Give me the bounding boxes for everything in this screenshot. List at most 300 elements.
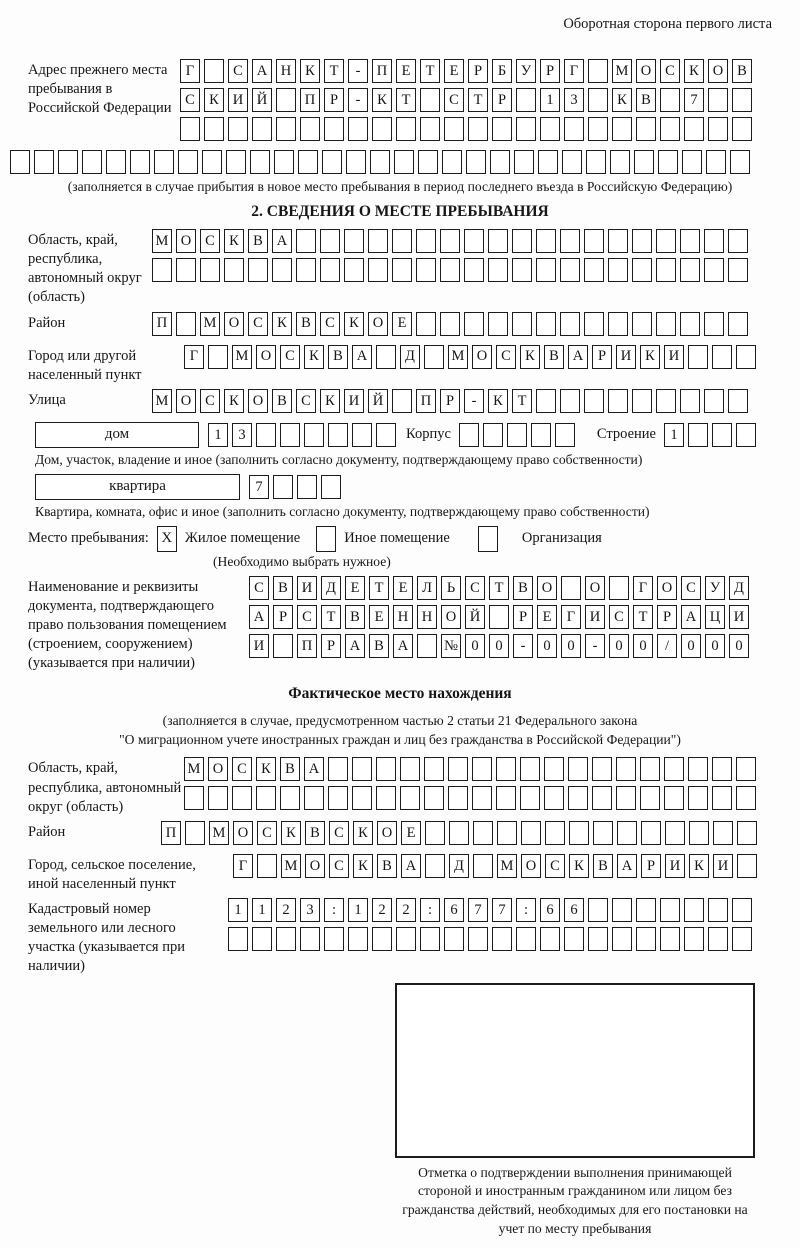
char-cell[interactable] (459, 423, 479, 447)
char-cell[interactable] (560, 229, 580, 253)
char-cell[interactable]: 0 (633, 634, 653, 658)
char-cell[interactable]: К (353, 821, 373, 845)
char-cell[interactable] (561, 576, 581, 600)
char-cell[interactable]: М (209, 821, 229, 845)
char-cell[interactable] (588, 88, 608, 112)
char-cell[interactable]: - (464, 389, 484, 413)
char-cell[interactable] (425, 821, 445, 845)
char-cell[interactable] (322, 150, 342, 174)
char-cell[interactable] (472, 757, 492, 781)
char-cell[interactable] (660, 898, 680, 922)
char-cell[interactable] (376, 423, 396, 447)
char-cell[interactable] (704, 229, 724, 253)
char-cell[interactable] (328, 423, 348, 447)
char-cell[interactable] (272, 258, 292, 282)
char-cell[interactable] (608, 258, 628, 282)
char-cell[interactable]: Е (369, 605, 389, 629)
char-cell[interactable]: В (369, 634, 389, 658)
char-cell[interactable]: Д (729, 576, 749, 600)
char-cell[interactable] (664, 786, 684, 810)
char-cell[interactable] (664, 757, 684, 781)
char-cell[interactable] (713, 821, 733, 845)
char-cell[interactable]: О (708, 59, 728, 83)
char-cell[interactable]: К (520, 345, 540, 369)
char-cell[interactable]: В (593, 854, 613, 878)
char-cell[interactable] (372, 927, 392, 951)
char-cell[interactable] (352, 423, 372, 447)
char-cell[interactable]: М (200, 312, 220, 336)
char-cell[interactable]: У (516, 59, 536, 83)
char-cell[interactable] (448, 757, 468, 781)
char-cell[interactable]: И (713, 854, 733, 878)
char-cell[interactable] (300, 927, 320, 951)
char-cell[interactable]: П (300, 88, 320, 112)
char-cell[interactable] (344, 229, 364, 253)
char-cell[interactable] (472, 786, 492, 810)
char-cell[interactable] (562, 150, 582, 174)
char-cell[interactable] (10, 150, 30, 174)
char-cell[interactable] (592, 757, 612, 781)
char-cell[interactable] (204, 59, 224, 83)
char-cell[interactable] (732, 927, 752, 951)
char-cell[interactable]: А (401, 854, 421, 878)
organizatsiya-checkbox[interactable] (478, 526, 498, 552)
char-cell[interactable] (708, 117, 728, 141)
char-cell[interactable]: Г (564, 59, 584, 83)
char-cell[interactable] (372, 117, 392, 141)
char-cell[interactable]: П (297, 634, 317, 658)
char-cell[interactable] (736, 786, 756, 810)
char-cell[interactable]: Е (393, 576, 413, 600)
char-cell[interactable] (497, 821, 517, 845)
char-cell[interactable]: Р (321, 634, 341, 658)
char-cell[interactable] (280, 786, 300, 810)
char-cell[interactable] (296, 229, 316, 253)
char-cell[interactable] (540, 117, 560, 141)
char-cell[interactable]: А (681, 605, 701, 629)
char-cell[interactable] (592, 786, 612, 810)
char-cell[interactable] (396, 117, 416, 141)
char-cell[interactable] (616, 757, 636, 781)
char-cell[interactable]: В (272, 389, 292, 413)
char-cell[interactable] (273, 475, 293, 499)
char-cell[interactable] (348, 117, 368, 141)
char-cell[interactable]: С (297, 605, 317, 629)
char-cell[interactable] (425, 854, 445, 878)
char-cell[interactable]: О (176, 229, 196, 253)
char-cell[interactable]: : (420, 898, 440, 922)
char-cell[interactable] (732, 117, 752, 141)
char-cell[interactable] (185, 821, 205, 845)
char-cell[interactable]: П (161, 821, 181, 845)
char-cell[interactable]: 0 (729, 634, 749, 658)
char-cell[interactable]: К (272, 312, 292, 336)
char-cell[interactable]: Е (396, 59, 416, 83)
char-cell[interactable] (608, 312, 628, 336)
char-cell[interactable] (584, 229, 604, 253)
char-cell[interactable] (688, 786, 708, 810)
char-cell[interactable] (656, 389, 676, 413)
char-cell[interactable]: И (665, 854, 685, 878)
char-cell[interactable] (180, 117, 200, 141)
char-cell[interactable] (224, 258, 244, 282)
char-cell[interactable]: М (281, 854, 301, 878)
char-cell[interactable]: Р (641, 854, 661, 878)
char-cell[interactable]: Т (512, 389, 532, 413)
char-cell[interactable] (420, 117, 440, 141)
char-cell[interactable]: Р (492, 88, 512, 112)
char-cell[interactable]: М (152, 389, 172, 413)
char-cell[interactable] (632, 258, 652, 282)
char-cell[interactable]: - (348, 59, 368, 83)
char-cell[interactable]: П (152, 312, 172, 336)
char-cell[interactable] (492, 117, 512, 141)
char-cell[interactable] (276, 117, 296, 141)
char-cell[interactable] (712, 423, 732, 447)
char-cell[interactable]: К (569, 854, 589, 878)
char-cell[interactable] (400, 786, 420, 810)
char-cell[interactable] (232, 786, 252, 810)
char-cell[interactable] (376, 757, 396, 781)
char-cell[interactable]: Е (392, 312, 412, 336)
char-cell[interactable] (490, 150, 510, 174)
char-cell[interactable] (516, 927, 536, 951)
char-cell[interactable] (400, 757, 420, 781)
char-cell[interactable] (684, 117, 704, 141)
char-cell[interactable] (473, 854, 493, 878)
char-cell[interactable] (248, 258, 268, 282)
inoe-checkbox[interactable] (316, 526, 336, 552)
char-cell[interactable]: О (537, 576, 557, 600)
char-cell[interactable]: 1 (228, 898, 248, 922)
char-cell[interactable] (416, 312, 436, 336)
char-cell[interactable] (280, 423, 300, 447)
char-cell[interactable] (560, 389, 580, 413)
char-cell[interactable]: О (224, 312, 244, 336)
char-cell[interactable]: В (296, 312, 316, 336)
char-cell[interactable]: С (609, 605, 629, 629)
char-cell[interactable]: 6 (444, 898, 464, 922)
char-cell[interactable] (568, 757, 588, 781)
char-cell[interactable]: М (232, 345, 252, 369)
char-cell[interactable] (736, 345, 756, 369)
char-cell[interactable] (586, 150, 606, 174)
char-cell[interactable] (732, 88, 752, 112)
char-cell[interactable] (545, 821, 565, 845)
char-cell[interactable] (656, 258, 676, 282)
char-cell[interactable] (704, 258, 724, 282)
char-cell[interactable] (328, 786, 348, 810)
char-cell[interactable]: И (228, 88, 248, 112)
char-cell[interactable]: / (657, 634, 677, 658)
char-cell[interactable]: Т (489, 576, 509, 600)
char-cell[interactable] (712, 786, 732, 810)
char-cell[interactable] (737, 854, 757, 878)
char-cell[interactable]: Г (561, 605, 581, 629)
char-cell[interactable]: С (280, 345, 300, 369)
char-cell[interactable]: С (228, 59, 248, 83)
char-cell[interactable]: 2 (276, 898, 296, 922)
char-cell[interactable] (612, 898, 632, 922)
char-cell[interactable]: В (328, 345, 348, 369)
char-cell[interactable] (483, 423, 503, 447)
char-cell[interactable] (444, 117, 464, 141)
char-cell[interactable]: Т (633, 605, 653, 629)
char-cell[interactable] (256, 423, 276, 447)
char-cell[interactable] (130, 150, 150, 174)
char-cell[interactable] (352, 757, 372, 781)
char-cell[interactable]: К (281, 821, 301, 845)
char-cell[interactable] (712, 757, 732, 781)
char-cell[interactable] (82, 150, 102, 174)
char-cell[interactable]: М (152, 229, 172, 253)
char-cell[interactable] (560, 312, 580, 336)
char-cell[interactable]: А (352, 345, 372, 369)
char-cell[interactable] (538, 150, 558, 174)
char-cell[interactable]: К (353, 854, 373, 878)
char-cell[interactable]: Е (444, 59, 464, 83)
char-cell[interactable] (466, 150, 486, 174)
char-cell[interactable]: Р (592, 345, 612, 369)
char-cell[interactable] (544, 757, 564, 781)
char-cell[interactable] (569, 821, 589, 845)
char-cell[interactable] (728, 389, 748, 413)
char-cell[interactable]: 0 (609, 634, 629, 658)
char-cell[interactable] (396, 927, 416, 951)
char-cell[interactable]: И (729, 605, 749, 629)
char-cell[interactable]: О (521, 854, 541, 878)
char-cell[interactable] (468, 927, 488, 951)
char-cell[interactable] (257, 854, 277, 878)
char-cell[interactable] (640, 786, 660, 810)
char-cell[interactable]: С (320, 312, 340, 336)
char-cell[interactable]: С (248, 312, 268, 336)
char-cell[interactable] (468, 117, 488, 141)
char-cell[interactable] (392, 389, 412, 413)
char-cell[interactable] (304, 786, 324, 810)
char-cell[interactable] (442, 150, 462, 174)
char-cell[interactable] (658, 150, 678, 174)
char-cell[interactable] (464, 258, 484, 282)
char-cell[interactable] (680, 258, 700, 282)
char-cell[interactable]: А (249, 605, 269, 629)
char-cell[interactable] (737, 821, 757, 845)
char-cell[interactable] (274, 150, 294, 174)
char-cell[interactable]: 6 (564, 898, 584, 922)
char-cell[interactable]: Н (417, 605, 437, 629)
char-cell[interactable]: Р (324, 88, 344, 112)
char-cell[interactable] (176, 312, 196, 336)
char-cell[interactable]: И (344, 389, 364, 413)
char-cell[interactable]: О (441, 605, 461, 629)
char-cell[interactable]: Р (440, 389, 460, 413)
char-cell[interactable] (708, 927, 728, 951)
char-cell[interactable] (660, 117, 680, 141)
char-cell[interactable] (512, 312, 532, 336)
char-cell[interactable] (612, 117, 632, 141)
char-cell[interactable]: Г (633, 576, 653, 600)
char-cell[interactable] (617, 821, 637, 845)
char-cell[interactable] (273, 634, 293, 658)
char-cell[interactable]: А (252, 59, 272, 83)
char-cell[interactable] (297, 475, 317, 499)
char-cell[interactable]: Б (492, 59, 512, 83)
char-cell[interactable]: Н (276, 59, 296, 83)
char-cell[interactable]: Д (449, 854, 469, 878)
char-cell[interactable]: О (472, 345, 492, 369)
char-cell[interactable] (376, 345, 396, 369)
char-cell[interactable]: В (248, 229, 268, 253)
char-cell[interactable] (392, 258, 412, 282)
char-cell[interactable]: Т (468, 88, 488, 112)
char-cell[interactable]: О (368, 312, 388, 336)
char-cell[interactable]: 0 (537, 634, 557, 658)
char-cell[interactable] (344, 258, 364, 282)
char-cell[interactable] (634, 150, 654, 174)
char-cell[interactable]: О (233, 821, 253, 845)
char-cell[interactable]: С (496, 345, 516, 369)
char-cell[interactable]: А (617, 854, 637, 878)
char-cell[interactable] (514, 150, 534, 174)
char-cell[interactable] (256, 786, 276, 810)
char-cell[interactable]: О (256, 345, 276, 369)
char-cell[interactable] (424, 786, 444, 810)
char-cell[interactable]: С (545, 854, 565, 878)
char-cell[interactable] (610, 150, 630, 174)
char-cell[interactable] (507, 423, 527, 447)
char-cell[interactable] (632, 389, 652, 413)
char-cell[interactable] (420, 927, 440, 951)
char-cell[interactable]: С (200, 389, 220, 413)
char-cell[interactable]: С (681, 576, 701, 600)
char-cell[interactable] (496, 757, 516, 781)
char-cell[interactable]: С (200, 229, 220, 253)
char-cell[interactable] (584, 312, 604, 336)
char-cell[interactable]: - (513, 634, 533, 658)
char-cell[interactable]: Е (401, 821, 421, 845)
char-cell[interactable] (496, 786, 516, 810)
char-cell[interactable]: К (300, 59, 320, 83)
char-cell[interactable] (444, 927, 464, 951)
char-cell[interactable] (424, 345, 444, 369)
char-cell[interactable]: 1 (664, 423, 684, 447)
char-cell[interactable]: С (232, 757, 252, 781)
char-cell[interactable]: Ц (705, 605, 725, 629)
char-cell[interactable] (704, 312, 724, 336)
char-cell[interactable] (416, 258, 436, 282)
char-cell[interactable]: К (488, 389, 508, 413)
char-cell[interactable] (640, 757, 660, 781)
char-cell[interactable] (440, 312, 460, 336)
zhiloe-checkbox[interactable]: X (157, 526, 177, 552)
char-cell[interactable]: М (184, 757, 204, 781)
char-cell[interactable] (178, 150, 198, 174)
char-cell[interactable]: А (568, 345, 588, 369)
char-cell[interactable] (632, 229, 652, 253)
char-cell[interactable] (489, 605, 509, 629)
char-cell[interactable]: 2 (372, 898, 392, 922)
char-cell[interactable]: 0 (681, 634, 701, 658)
char-cell[interactable]: 0 (489, 634, 509, 658)
char-cell[interactable] (616, 786, 636, 810)
char-cell[interactable]: И (297, 576, 317, 600)
char-cell[interactable]: 7 (492, 898, 512, 922)
char-cell[interactable]: В (732, 59, 752, 83)
char-cell[interactable] (424, 757, 444, 781)
char-cell[interactable] (208, 345, 228, 369)
char-cell[interactable] (376, 786, 396, 810)
char-cell[interactable]: Г (184, 345, 204, 369)
char-cell[interactable]: В (273, 576, 293, 600)
char-cell[interactable]: В (305, 821, 325, 845)
char-cell[interactable]: 1 (252, 898, 272, 922)
char-cell[interactable] (416, 229, 436, 253)
char-cell[interactable]: Р (273, 605, 293, 629)
char-cell[interactable] (656, 229, 676, 253)
char-cell[interactable] (560, 258, 580, 282)
char-cell[interactable] (200, 258, 220, 282)
char-cell[interactable]: С (329, 854, 349, 878)
char-cell[interactable]: 1 (540, 88, 560, 112)
char-cell[interactable] (728, 258, 748, 282)
char-cell[interactable] (296, 258, 316, 282)
char-cell[interactable] (352, 786, 372, 810)
char-cell[interactable] (688, 423, 708, 447)
char-cell[interactable]: У (705, 576, 725, 600)
char-cell[interactable] (440, 229, 460, 253)
char-cell[interactable] (680, 389, 700, 413)
char-cell[interactable]: К (304, 345, 324, 369)
char-cell[interactable] (392, 229, 412, 253)
char-cell[interactable]: 1 (348, 898, 368, 922)
char-cell[interactable] (564, 117, 584, 141)
char-cell[interactable] (228, 117, 248, 141)
char-cell[interactable]: 0 (705, 634, 725, 658)
char-cell[interactable]: К (372, 88, 392, 112)
char-cell[interactable]: 6 (540, 898, 560, 922)
char-cell[interactable] (636, 117, 656, 141)
char-cell[interactable]: П (372, 59, 392, 83)
char-cell[interactable] (593, 821, 613, 845)
char-cell[interactable] (320, 229, 340, 253)
char-cell[interactable]: К (224, 389, 244, 413)
char-cell[interactable] (440, 258, 460, 282)
char-cell[interactable] (665, 821, 685, 845)
char-cell[interactable] (202, 150, 222, 174)
char-cell[interactable]: : (516, 898, 536, 922)
char-cell[interactable]: Т (420, 59, 440, 83)
char-cell[interactable]: 7 (249, 475, 269, 499)
char-cell[interactable] (346, 150, 366, 174)
char-cell[interactable]: О (636, 59, 656, 83)
char-cell[interactable] (732, 898, 752, 922)
char-cell[interactable] (321, 475, 341, 499)
char-cell[interactable]: А (272, 229, 292, 253)
char-cell[interactable] (368, 229, 388, 253)
char-cell[interactable] (584, 389, 604, 413)
char-cell[interactable]: И (249, 634, 269, 658)
char-cell[interactable] (176, 258, 196, 282)
char-cell[interactable] (304, 423, 324, 447)
char-cell[interactable] (608, 389, 628, 413)
char-cell[interactable] (276, 88, 296, 112)
char-cell[interactable]: М (612, 59, 632, 83)
char-cell[interactable] (418, 150, 438, 174)
char-cell[interactable] (660, 927, 680, 951)
char-cell[interactable]: Г (180, 59, 200, 83)
char-cell[interactable]: К (256, 757, 276, 781)
char-cell[interactable] (706, 150, 726, 174)
